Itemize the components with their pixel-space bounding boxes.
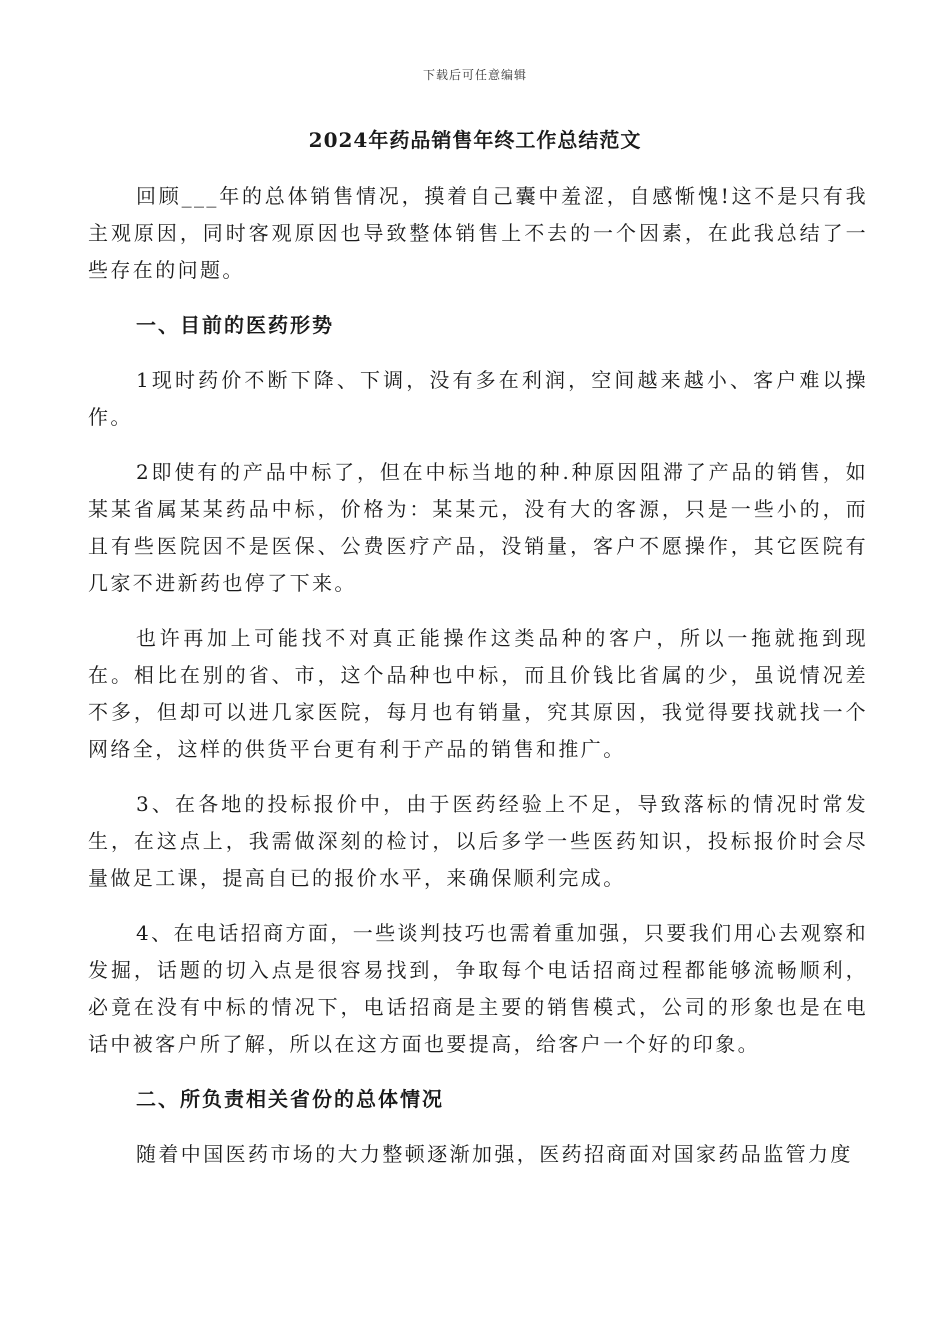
document-title: 2024年药品销售年终工作总结范文	[308, 128, 642, 152]
section-heading-2: 二、所负责相关省份的总体情况	[136, 1087, 444, 1111]
body-paragraph: 2即使有的产品中标了，但在中标当地的种.种原因阻滞了产品的销售，如某某省属某某药品中标，价格为：某某元，没有大的客源，只是一些小的，而且有些医院因不是医保、公费医疗产品，没销量，客户不愿操作，其它医院有几家不进新药也停了下来。	[88, 460, 868, 595]
body-paragraph: 随着中国医药市场的大力整顿逐渐加强，医药招商面对国家药品监管力度	[136, 1142, 853, 1166]
intro-paragraph: 回顾___年的总体销售情况，摸着自己囊中羞涩，自感惭愧!这不是只有我主观原因，同时客观原因也导致整体销售上不去的一个因素，在此我总结了一些存在的问题。	[88, 184, 868, 282]
body-paragraph: 4、在电话招商方面，一些谈判技巧也需着重加强，只要我们用心去观察和发掘，话题的切入点是很容易找到，争取每个电话招商过程都能够流畅顺利，必竟在没有中标的情况下，电话招商是主要的销售模式，公司的形象也是在电话中被客户所了解，所以在这方面也要提高，给客户一个好的印象。	[88, 921, 868, 1056]
body-paragraph: 也许再加上可能找不对真正能操作这类品种的客户，所以一拖就拖到现在。相比在别的省、市，这个品种也中标，而且价钱比省属的少，虽说情况差不多，但却可以进几家医院，每月也有销量，究其原因，我觉得要找就找一个网络全，这样的供货平台更有利于产品的销售和推广。	[88, 626, 868, 761]
body-paragraph: 3、在各地的投标报价中，由于医药经验上不足，导致落标的情况时常发生，在这点上，我需做深刻的检讨，以后多学一些医药知识，投标报价时会尽量做足工课，提高自已的报价水平，来确保顺利完成。	[88, 792, 868, 890]
body-paragraph: 1现时药价不断下降、下调，没有多在利润，空间越来越小、客户难以操作。	[88, 368, 868, 429]
section-heading-1: 一、目前的医药形势	[136, 313, 334, 337]
header-note: 下载后可任意编辑	[422, 68, 527, 82]
document-body	[88, 178, 868, 1191]
